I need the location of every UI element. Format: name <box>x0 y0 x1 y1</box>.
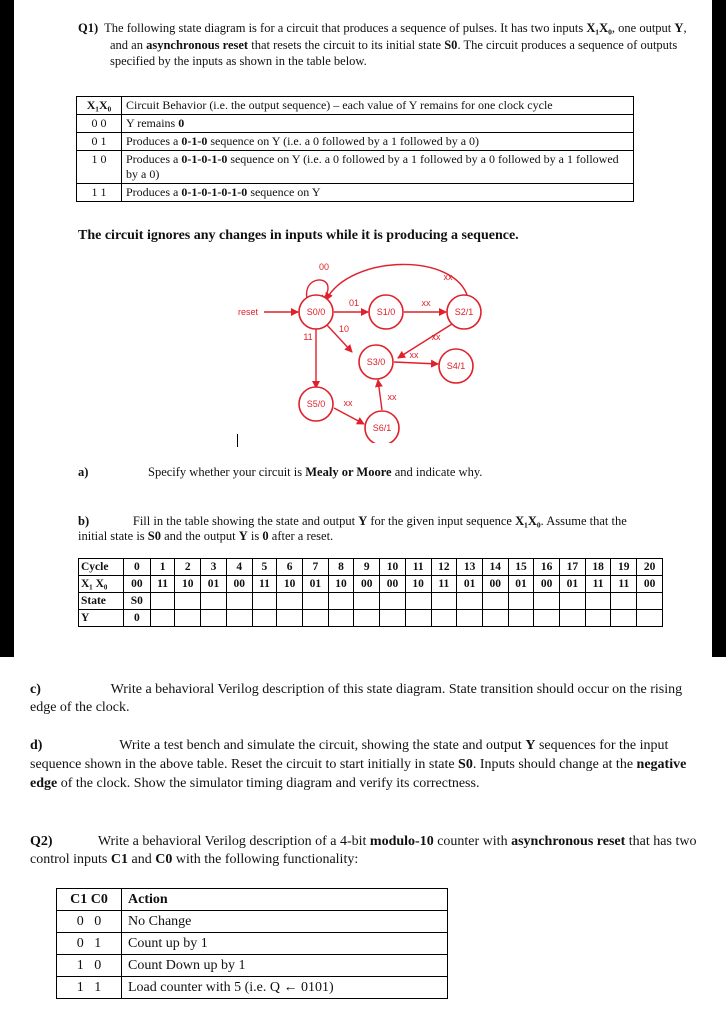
question-c: c) Write a behavioral Verilog description of this state diagram. State transition should occur on the rising edge of the clock. <box>30 682 683 715</box>
y-cell[interactable] <box>303 610 329 627</box>
q1-label: Q1) <box>78 21 99 35</box>
question-d: d) Write a test bench and simulate the circuit, showing the state and output Y sequences for the input sequence shown in the above table. Reset the circuit to start initially in state S0. Inputs should change at the negative edge of the clock. Show the simulator timing diagram and verify its correctness. <box>30 738 687 791</box>
state-s0-label: S0/0 <box>306 307 326 317</box>
y-cell[interactable] <box>534 610 560 627</box>
input-cell: 01 <box>560 576 586 593</box>
edge-s2-s3 <box>398 324 452 358</box>
control-table-header <box>57 889 448 911</box>
y-cell[interactable] <box>354 610 380 627</box>
q1-text-4: that resets the circuit to its initial state <box>248 37 445 52</box>
edge-label-s0-s3: 10 <box>338 324 350 334</box>
state-cell[interactable] <box>354 593 380 610</box>
edge-label-s5-s6: xx <box>343 398 353 408</box>
state-s4-label: S4/1 <box>446 361 466 371</box>
state-s2-label: S2/1 <box>454 307 474 317</box>
input-cell: 10 <box>405 576 431 593</box>
cycle-cell: 7 <box>303 559 329 576</box>
input-cell: 10 <box>175 576 201 593</box>
q1-intro <box>78 20 700 70</box>
control-table <box>56 888 448 999</box>
edge-label-s0-s1: 01 <box>348 298 360 308</box>
q1-initial-state: S0 <box>444 37 458 52</box>
edge-s5-s6 <box>334 408 364 424</box>
cycle-row-label: Cycle <box>79 559 124 576</box>
state-cell[interactable] <box>534 593 560 610</box>
cycle-cell: 13 <box>457 559 483 576</box>
behavior-row-desc: Produces a 0-1-0-1-0 sequence on Y (i.e. a 0 followed by a 1 followed by a 0 followed by a 1 followed by a 0) <box>122 151 634 184</box>
y-row-label: Y <box>79 610 124 627</box>
input-cell: 00 <box>637 576 663 593</box>
question-a-label: a) <box>78 465 89 479</box>
control-row-cc: 0 1 <box>57 933 122 955</box>
input-cell: 01 <box>303 576 329 593</box>
control-row <box>57 955 448 977</box>
input-cell: 11 <box>611 576 637 593</box>
control-row <box>57 933 448 955</box>
behavior-table-header <box>77 97 634 115</box>
state-cell[interactable] <box>431 593 457 610</box>
y-cell[interactable] <box>637 610 663 627</box>
state-cell[interactable] <box>508 593 534 610</box>
state-cell[interactable] <box>150 593 175 610</box>
q1-inputs: X₁X₀ <box>586 21 612 35</box>
control-row-action: No Change <box>122 911 448 933</box>
y-row <box>79 610 663 627</box>
text-cursor <box>237 434 238 447</box>
y-cell[interactable] <box>277 610 303 627</box>
cycle-cell: 8 <box>328 559 354 576</box>
cycle-row <box>79 559 663 576</box>
state-cell[interactable] <box>380 593 406 610</box>
state-cell[interactable] <box>175 593 201 610</box>
y-cell[interactable] <box>508 610 534 627</box>
behavior-row <box>77 151 634 184</box>
state-s6-label: S6/1 <box>372 423 392 433</box>
question-a: a) Specify whether your circuit is Mealy or Moore and indicate why. <box>78 465 483 479</box>
state-cell[interactable] <box>611 593 637 610</box>
control-row-cc: 0 0 <box>57 911 122 933</box>
edge-s2-s0 <box>326 264 468 300</box>
state-cell[interactable] <box>482 593 508 610</box>
input-cell: 01 <box>508 576 534 593</box>
y-cell: 0 <box>124 610 151 627</box>
cycle-cell: 3 <box>201 559 227 576</box>
input-cell: 10 <box>328 576 354 593</box>
control-row <box>57 977 448 999</box>
state-cell[interactable] <box>252 593 277 610</box>
state-cell[interactable] <box>457 593 483 610</box>
cycle-cell: 18 <box>585 559 611 576</box>
y-cell[interactable] <box>585 610 611 627</box>
q1-reset-term: asynchronous reset <box>146 37 249 52</box>
left-black-border <box>0 0 14 657</box>
edge-label-s1-s2: xx <box>421 298 431 308</box>
input-row <box>79 576 663 593</box>
input-cell: 11 <box>585 576 611 593</box>
y-cell[interactable] <box>482 610 508 627</box>
question-2-label: Q2) <box>30 834 53 849</box>
input-cell: 00 <box>482 576 508 593</box>
y-cell[interactable] <box>201 610 227 627</box>
control-row-cc: 1 1 <box>57 977 122 999</box>
cycle-cell: 17 <box>560 559 586 576</box>
edge-label-s6-s3: xx <box>387 392 397 402</box>
behavior-row-input: 1 0 <box>77 151 122 184</box>
state-cell[interactable] <box>328 593 354 610</box>
q1-text-2: , one output <box>611 21 675 35</box>
control-row-action: Count Down up by 1 <box>122 955 448 977</box>
question-c-label: c) <box>30 682 41 697</box>
cycle-cell: 0 <box>124 559 151 576</box>
state-cell[interactable] <box>201 593 227 610</box>
state-cell[interactable] <box>585 593 611 610</box>
y-cell[interactable] <box>560 610 586 627</box>
input-cell: 00 <box>380 576 406 593</box>
cycle-cell: 15 <box>508 559 534 576</box>
q1-output: Y <box>674 21 684 35</box>
self-loop-label: 00 <box>318 262 330 272</box>
question-b-label: b) <box>78 514 90 528</box>
input-cell: 11 <box>252 576 277 593</box>
control-row-action: Load counter with 5 (i.e. Q ← 0101) <box>122 977 448 999</box>
state-cell[interactable] <box>303 593 329 610</box>
edge-label-s2-s0: xx <box>443 272 453 282</box>
behavior-table <box>76 96 634 202</box>
y-cell[interactable] <box>405 610 431 627</box>
state-s3-label: S3/0 <box>366 357 386 367</box>
input-cell: 11 <box>431 576 457 593</box>
input-row-label: X₁ X₀ <box>79 576 124 593</box>
input-cell: 00 <box>354 576 380 593</box>
cycle-cell: 10 <box>380 559 406 576</box>
cycle-cell: 1 <box>150 559 175 576</box>
question-d-label: d) <box>30 738 43 753</box>
cycle-cell: 12 <box>431 559 457 576</box>
behavior-row-desc: Y remains 0 <box>122 115 634 133</box>
ignores-statement: The circuit ignores any changes in inputs while it is producing a sequence. <box>78 228 519 243</box>
sequence-table <box>78 558 663 627</box>
behavior-row <box>77 115 634 133</box>
y-cell[interactable] <box>150 610 175 627</box>
control-row-action: Count up by 1 <box>122 933 448 955</box>
state-s5-label: S5/0 <box>306 399 326 409</box>
y-cell[interactable] <box>226 610 252 627</box>
control-row-cc: 1 0 <box>57 955 122 977</box>
q1-text-3: , and an <box>110 21 687 52</box>
state-row-label: State <box>79 593 124 610</box>
behavior-header-input: X₁X₀ <box>77 97 122 115</box>
y-cell[interactable] <box>611 610 637 627</box>
edge-label-s2-s3: xx <box>431 332 441 342</box>
behavior-row-input: 0 1 <box>77 133 122 151</box>
cycle-cell: 14 <box>482 559 508 576</box>
state-row <box>79 593 663 610</box>
input-cell: 00 <box>124 576 151 593</box>
input-cell: 01 <box>201 576 227 593</box>
cycle-cell: 5 <box>252 559 277 576</box>
edge-s6-s3 <box>378 380 382 410</box>
input-cell: 00 <box>226 576 252 593</box>
y-cell[interactable] <box>380 610 406 627</box>
behavior-row <box>77 133 634 151</box>
behavior-header-desc: Circuit Behavior (i.e. the output sequence) – each value of Y remains for one clock cycle <box>122 97 634 115</box>
input-cell: 10 <box>277 576 303 593</box>
behavior-row-input: 0 0 <box>77 115 122 133</box>
behavior-row-desc: Produces a 0-1-0 sequence on Y (i.e. a 0 followed by a 1 followed by a 0) <box>122 133 634 151</box>
y-cell[interactable] <box>431 610 457 627</box>
y-cell[interactable] <box>328 610 354 627</box>
right-black-border <box>712 0 726 657</box>
cycle-cell: 4 <box>226 559 252 576</box>
cycle-cell: 2 <box>175 559 201 576</box>
edge-s3-s4 <box>394 362 438 364</box>
behavior-row-desc: Produces a 0-1-0-1-0-1-0 sequence on Y <box>122 184 634 202</box>
cycle-cell: 19 <box>611 559 637 576</box>
state-cell[interactable] <box>226 593 252 610</box>
cycle-cell: 6 <box>277 559 303 576</box>
q1-text-5: . The circuit produces a sequence of outputs specified by the inputs as shown in the table below. <box>110 37 678 68</box>
input-cell: 11 <box>150 576 175 593</box>
cycle-cell: 20 <box>637 559 663 576</box>
question-b: b) Fill in the table showing the state and output Y for the given input sequence X₁X₀. Assume that the initial state is S0 and the output Y is 0 after a reset. <box>78 514 627 543</box>
control-header-cc: C1 C0 <box>57 889 122 911</box>
reset-label: reset <box>237 307 259 317</box>
control-row <box>57 911 448 933</box>
y-cell[interactable] <box>457 610 483 627</box>
y-cell[interactable] <box>252 610 277 627</box>
y-cell[interactable] <box>175 610 201 627</box>
state-cell[interactable] <box>560 593 586 610</box>
state-s1-label: S1/0 <box>376 307 396 317</box>
edge-label-s3-s4: xx <box>409 350 419 360</box>
q1-text-1: The following state diagram is for a circuit that produces a sequence of pulses. It has two inputs <box>104 21 587 35</box>
input-cell: 01 <box>457 576 483 593</box>
input-cell: 00 <box>534 576 560 593</box>
cycle-cell: 11 <box>405 559 431 576</box>
cycle-cell: 9 <box>354 559 380 576</box>
cycle-cell: 16 <box>534 559 560 576</box>
state-cell[interactable] <box>277 593 303 610</box>
state-diagram <box>230 258 500 443</box>
question-2: Q2) Write a behavioral Verilog description of a 4-bit modulo-10 counter with asynchronous reset that has two control inputs C1 and C0 with the following functionality: <box>30 834 697 867</box>
control-header-action: Action <box>122 889 448 911</box>
state-cell[interactable] <box>405 593 431 610</box>
behavior-row <box>77 184 634 202</box>
state-cell[interactable] <box>637 593 663 610</box>
behavior-row-input: 1 1 <box>77 184 122 202</box>
state-cell: S0 <box>124 593 151 610</box>
edge-label-s0-s5: 11 <box>303 332 313 342</box>
